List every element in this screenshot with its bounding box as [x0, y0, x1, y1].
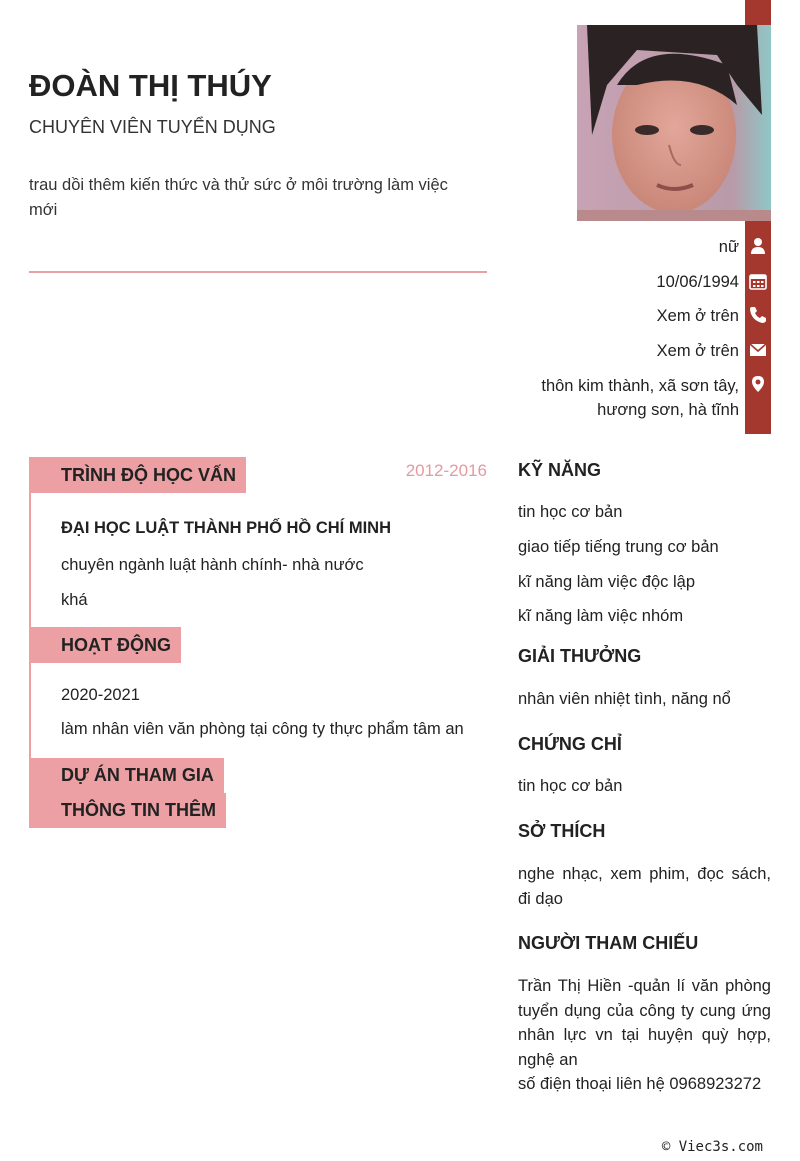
email-value: Xem ở trên	[656, 342, 739, 360]
education-timeline	[29, 493, 31, 627]
skill-item: kĩ năng làm việc độc lập	[518, 573, 696, 591]
address-value	[541, 374, 739, 422]
address-line-2: hương sơn, hà tĩnh	[597, 401, 739, 419]
career-objective: trau dồi thêm kiến thức và thử sức ở môi trường làm việc mới	[29, 176, 448, 219]
additional-info-heading: THÔNG TIN THÊM	[29, 793, 226, 828]
footer-copyright: © Viec3s.com	[661, 1139, 763, 1155]
user-icon	[749, 237, 767, 255]
location-icon	[749, 375, 767, 393]
header-divider	[29, 271, 487, 273]
skills-heading: KỸ NĂNG	[518, 460, 602, 480]
certificate-item: tin học cơ bản	[518, 777, 623, 795]
references-phone: số điện thoại liên hệ 0968923272	[518, 1075, 762, 1093]
skill-item: tin học cơ bản	[518, 503, 623, 521]
certificates-heading: CHỨNG CHỈ	[518, 734, 622, 754]
education-major: chuyên ngành luật hành chính- nhà nước	[61, 556, 364, 574]
address-line-1: thôn kim thành, xã sơn tây,	[541, 377, 739, 395]
birthdate-value: 10/06/1994	[656, 273, 739, 291]
references-text: Trần Thị Hiền -quản lí văn phòng tuyển dụng của công ty cung ứng nhân lực vn tại huyện quỳ hợp, nghệ an	[518, 977, 771, 1069]
sidebar-accent-top	[745, 0, 771, 25]
calendar-icon	[749, 272, 767, 290]
references-heading: NGƯỜI THAM CHIẾU	[518, 933, 699, 953]
education-school: ĐẠI HỌC LUẬT THÀNH PHỐ HỒ CHÍ MINH	[61, 519, 391, 537]
candidate-name: ĐOÀN THỊ THÚY	[29, 68, 272, 103]
skill-item: kĩ năng làm việc nhóm	[518, 607, 684, 625]
projects-heading: DỰ ÁN THAM GIA	[29, 758, 224, 793]
education-period: 2012-2016	[405, 461, 487, 480]
mail-icon	[749, 341, 767, 359]
hobbies-heading: SỞ THÍCH	[518, 821, 606, 841]
award-item: nhân viên nhiệt tình, năng nổ	[518, 690, 731, 708]
activities-timeline	[29, 663, 31, 758]
skill-item: giao tiếp tiếng trung cơ bản	[518, 538, 719, 556]
job-title: CHUYÊN VIÊN TUYỂN DỤNG	[29, 117, 276, 137]
education-grade: khá	[61, 591, 88, 609]
gender-value: nữ	[718, 238, 739, 256]
phone-value: Xem ở trên	[656, 307, 739, 325]
activities-period: 2020-2021	[61, 686, 140, 704]
activities-description: làm nhân viên văn phòng tại công ty thực phẩm tâm an	[61, 720, 464, 738]
profile-photo	[577, 25, 771, 221]
activities-heading: HOẠT ĐỘNG	[29, 627, 181, 663]
hobbies-text: nghe nhạc, xem phim, đọc sách, đi dạo	[518, 865, 771, 908]
phone-icon	[749, 306, 767, 324]
education-heading: TRÌNH ĐỘ HỌC VẤN	[29, 457, 246, 493]
awards-heading: GIẢI THƯỞNG	[518, 646, 642, 666]
